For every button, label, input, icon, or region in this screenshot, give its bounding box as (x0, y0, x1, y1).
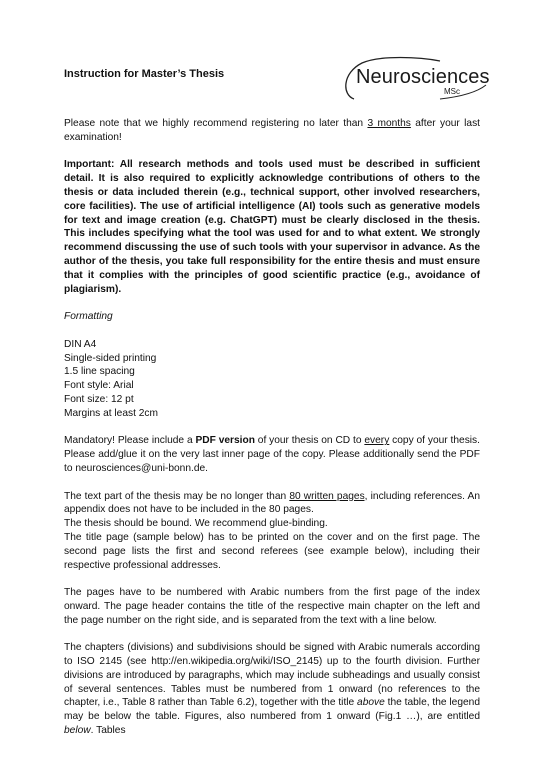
list-item: 1.5 line spacing (64, 366, 135, 378)
page-limit: 80 written pages, (289, 490, 368, 502)
registration-text: Please note that we highly recommend registering no later than (64, 118, 368, 129)
registration-note (64, 117, 480, 145)
important-notice: Important: All research methods and tools used must be described in sufficient detail. It is also required to explicitly acknowledge contributions of others to the thesis or data included therein (e.g., technical support, other involved researchers, core facilities). The use of artificial intelligence (AI) tools such as generative models for text and image creation (e.g. ChatGPT) must be clearly disclosed in the thesis. This includes specifying what the tool was used for and to what extent. We strongly recommend discussing the use of such tools with your supervisor in advance. As the author of the thesis, you take full responsibility for the entire thesis and must ensure that it complies with the principles of good scientific practice (e.g., avoidance of plagiarism). (64, 159, 480, 295)
length-text: The text part of the thesis may be no longer than (64, 490, 290, 502)
mandatory-pdf-note (64, 434, 480, 475)
above-emphasis: above (357, 697, 385, 709)
body-text (64, 117, 480, 738)
neurosciences-logo (340, 55, 490, 105)
every-emphasis: every (364, 435, 390, 447)
document-title: Instruction for Master’s Thesis (64, 68, 225, 80)
formatting-list (64, 338, 480, 421)
page-numbering-note: The pages have to be numbered with Arabic numbers from the first page of the index onward. The page header contains the title of the respective main chapter on the left and the page number on the right side, and is separated from the text with a line below. (64, 587, 480, 626)
binding-note: The thesis should be bound. We recommend glue-binding. (64, 518, 328, 530)
list-item: DIN A4 (64, 338, 97, 350)
list-item: Margins at least 2cm (64, 407, 158, 419)
length-text: including references. An appendix does not have to be included in the 80 pages. (64, 490, 480, 516)
logo-wordmark: Neurosciences (356, 66, 490, 88)
list-item: Single-sided printing (64, 352, 157, 364)
mandatory-text: copy of your thesis. Please add/glue it on the very last inner page of the copy. Please additionally send the PDF to neurosciences@uni-bonn.de. (64, 435, 480, 474)
mandatory-text: Mandatory! Please include a (64, 435, 196, 447)
mandatory-text: of your thesis on CD to (254, 435, 365, 447)
below-emphasis: below (64, 725, 91, 737)
logo-subtitle: MSc (444, 87, 460, 96)
chapters-text: . Tables (90, 725, 126, 737)
list-item: Font size: 12 pt (64, 393, 134, 405)
chapters-text: the table, the legend may be below the table. Figures, also numbered from 1 onward (Fig.1 …), are entitled (64, 697, 480, 723)
registration-text-end: after your last examination! (64, 118, 480, 143)
registration-deadline: 3 months (367, 118, 411, 129)
chapters-note (64, 641, 480, 738)
title-page-note: The title page (sample below) has to be printed on the cover and on the first page. The second page lists the first and second referees (see example below), including their respective professional addresses. (64, 531, 480, 571)
pdf-version-emphasis: PDF version (195, 435, 255, 447)
formatting-heading: Formatting (64, 311, 113, 323)
length-note (64, 490, 480, 518)
list-item: Font style: Arial (64, 380, 134, 392)
chapters-text: The chapters (divisions) and subdivisions should be signed with Arabic numerals according to ISO 2145 (see http://en.wikipedia.org/wiki/ISO_2145) up to the fourth division. Further divisions are introduced by paragraphs, which may include subheadings and usually consist of several sentences. Tables must be numbered from 1 onward (no references to the chapter, i.e., Table 8 rather than Table 6.2), together with the title (64, 642, 480, 709)
